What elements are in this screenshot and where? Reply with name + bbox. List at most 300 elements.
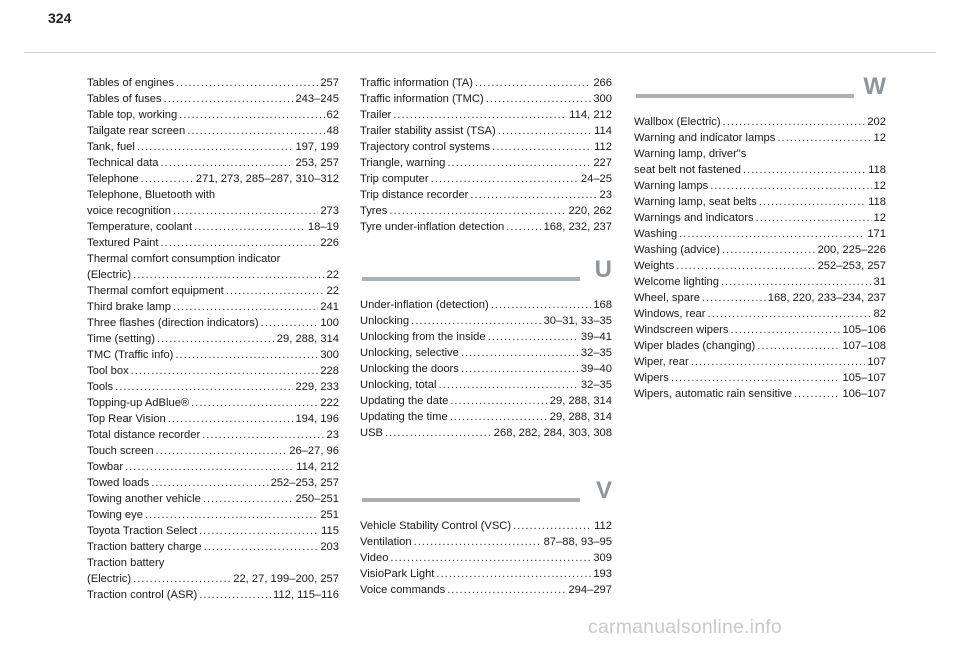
index-page-refs: 39–40	[580, 363, 612, 375]
index-page-refs: 22	[326, 269, 339, 281]
dot-leader	[204, 539, 319, 555]
dot-leader	[261, 315, 319, 331]
index-term: Warning and indicator lamps	[634, 132, 776, 144]
index-term: Trip computer	[360, 173, 429, 185]
dot-leader	[691, 354, 866, 370]
index-entry-row	[360, 203, 612, 219]
index-entry	[87, 235, 339, 251]
index-entry-row	[360, 91, 612, 107]
index-entry	[634, 258, 886, 274]
index-term: Updating the date	[360, 395, 449, 407]
index-entry	[87, 395, 339, 411]
index-page-refs: 29, 288, 314	[276, 333, 339, 345]
index-entry	[634, 338, 886, 354]
index-entry	[634, 242, 886, 258]
index-page-refs: 31	[873, 276, 886, 288]
index-entry	[360, 155, 612, 171]
index-page-refs: 203	[320, 541, 339, 553]
index-page-refs: 23	[326, 429, 339, 441]
index-page-refs: 105–106	[842, 324, 886, 336]
index-term: Wallbox (Electric)	[634, 116, 721, 128]
index-entry	[87, 219, 339, 235]
index-term: Top Rear Vision	[87, 413, 166, 425]
index-term: Tables of fuses	[87, 93, 162, 105]
index-entry-row	[87, 107, 339, 123]
dot-leader	[168, 411, 294, 427]
index-page-refs: 271, 273, 285–287, 310–312	[195, 173, 339, 185]
index-page-refs: 24–25	[580, 173, 612, 185]
index-entry	[360, 219, 612, 235]
dot-leader	[475, 75, 591, 91]
dot-leader	[187, 123, 324, 139]
index-term: Unlocking, selective	[360, 347, 459, 359]
index-entry-row	[87, 395, 339, 411]
index-page-refs: 241	[320, 301, 339, 313]
index-entry-row	[87, 523, 339, 539]
index-page-refs: 228	[320, 365, 339, 377]
dot-leader	[161, 155, 294, 171]
index-term: USB	[360, 427, 384, 439]
index-entry	[87, 187, 339, 219]
index-entry-row	[360, 518, 612, 534]
index-term: Tailgate rear screen	[87, 125, 186, 137]
index-term: Wiper, rear	[634, 356, 689, 368]
index-term: Voice commands	[360, 584, 446, 596]
index-entry	[634, 274, 886, 290]
dot-leader	[470, 187, 597, 203]
index-entry-row	[634, 130, 886, 146]
index-page-refs: 118	[868, 196, 886, 208]
index-entry	[360, 171, 612, 187]
index-page-refs: 251	[320, 509, 339, 521]
index-page-refs: 243–245	[295, 93, 339, 105]
index-term: Tyre under-inflation detection	[360, 221, 505, 233]
section-letter: U	[594, 256, 612, 283]
section-header-u	[360, 253, 612, 297]
index-page-refs: 168	[593, 299, 612, 311]
index-page-refs: 250–251	[295, 493, 339, 505]
dot-leader	[226, 283, 325, 299]
index-page-refs: 112, 115–116	[273, 589, 339, 601]
index-term: Warning lamps	[634, 180, 709, 192]
index-entry-row	[360, 187, 612, 203]
dot-leader	[157, 331, 275, 347]
index-term: Traction control (ASR)	[87, 589, 198, 601]
index-entry	[87, 283, 339, 299]
dot-leader	[777, 130, 871, 146]
index-page-refs: 197, 199	[295, 141, 339, 153]
dot-leader	[390, 550, 591, 566]
index-page-refs: 268, 282, 284, 303, 308	[493, 427, 612, 439]
index-term: Table top, working	[87, 109, 178, 121]
dot-leader	[679, 226, 865, 242]
index-entry	[87, 171, 339, 187]
index-page-refs: 26–27, 96	[289, 445, 339, 457]
index-term: Tool box	[87, 365, 129, 377]
index-entry	[634, 354, 886, 370]
index-entry-row	[87, 315, 339, 331]
index-entry-row	[87, 571, 339, 587]
index-entry	[87, 507, 339, 523]
index-entry-row	[634, 114, 886, 130]
index-entry-row	[360, 409, 612, 425]
index-entry	[360, 139, 612, 155]
index-term: Textured Paint	[87, 237, 159, 249]
index-entry	[360, 582, 612, 598]
index-entry-row	[87, 491, 339, 507]
index-page-refs: 107–108	[842, 340, 886, 352]
index-entry-row	[360, 219, 612, 235]
index-term: Ventilation	[360, 536, 412, 548]
dot-leader	[431, 171, 579, 187]
index-entry-row	[360, 582, 612, 598]
index-entry-row	[634, 290, 886, 306]
index-term: Warnings and indicators	[634, 212, 754, 224]
index-page-refs: 194, 196	[295, 413, 339, 425]
index-entry	[87, 379, 339, 395]
index-page-refs: 300	[593, 93, 612, 105]
index-entry-row	[634, 338, 886, 354]
dot-leader	[133, 267, 324, 283]
index-entry	[87, 139, 339, 155]
dot-leader	[164, 91, 294, 107]
index-entry	[634, 290, 886, 306]
index-page-refs: 253, 257	[295, 157, 339, 169]
index-entry	[360, 329, 612, 345]
index-entry-row	[87, 331, 339, 347]
index-term: Wipers	[634, 372, 669, 384]
dot-leader	[488, 329, 579, 345]
index-entry-row	[360, 75, 612, 91]
index-term: Tools	[87, 381, 114, 393]
index-entry-row	[87, 91, 339, 107]
dot-leader	[506, 219, 541, 235]
dot-leader	[414, 534, 542, 550]
index-entry-row	[360, 377, 612, 393]
dot-leader	[199, 523, 319, 539]
index-entry-row	[360, 329, 612, 345]
index-term: Unlocking the doors	[360, 363, 459, 375]
index-column-2	[360, 75, 612, 598]
dot-leader	[723, 114, 866, 130]
index-term: Towed loads	[87, 477, 150, 489]
index-term: Weights	[634, 260, 675, 272]
index-page-refs: 171	[867, 228, 886, 240]
index-term: Toyota Traction Select	[87, 525, 198, 537]
dot-leader	[731, 322, 841, 338]
index-term: Unlocking	[360, 315, 410, 327]
dot-leader	[756, 210, 872, 226]
index-page-refs: 82	[873, 308, 886, 320]
index-entry	[634, 146, 886, 178]
dot-leader	[461, 361, 579, 377]
index-entry-heading: Traction battery	[87, 557, 165, 569]
dot-leader	[708, 306, 872, 322]
index-entry-row	[360, 171, 612, 187]
dot-leader	[125, 459, 294, 475]
index-entry-row	[360, 297, 612, 313]
index-entry-row	[634, 386, 886, 402]
dot-leader	[179, 107, 324, 123]
index-page-refs: 200, 225–226	[817, 244, 886, 256]
dot-leader	[450, 409, 548, 425]
index-entry-row	[634, 258, 886, 274]
index-term: Video	[360, 552, 389, 564]
index-entry-row	[87, 219, 339, 235]
index-term: Windscreen wipers	[634, 324, 729, 336]
index-entry-row	[87, 411, 339, 427]
index-term: Trip distance recorder	[360, 189, 469, 201]
index-term: Trajectory control systems	[360, 141, 491, 153]
index-page-refs: 266	[593, 77, 612, 89]
index-entry-row	[87, 475, 339, 491]
index-entry	[634, 306, 886, 322]
index-term: Technical data	[87, 157, 159, 169]
index-entry	[360, 345, 612, 361]
index-term: Under-inflation (detection)	[360, 299, 489, 311]
index-term: Traction battery charge	[87, 541, 202, 553]
index-term: Welcome lighting	[634, 276, 719, 288]
index-term: Tables of engines	[87, 77, 175, 89]
index-entry	[634, 194, 886, 210]
index-page-refs: 106–107	[842, 388, 886, 400]
index-term: Towing eye	[87, 509, 143, 521]
index-term: Warning lamp, seat belts	[634, 196, 757, 208]
dot-leader	[759, 194, 866, 210]
index-entry	[360, 566, 612, 582]
index-entry-row	[634, 274, 886, 290]
index-page-refs: 62	[326, 109, 339, 121]
index-page-refs: 29, 288, 314	[549, 411, 612, 423]
index-entry	[87, 315, 339, 331]
index-entry-row	[87, 539, 339, 555]
index-term: Washing	[634, 228, 678, 240]
index-page-refs: 273	[320, 205, 339, 217]
index-entry-row	[634, 162, 886, 178]
index-term: Triangle, warning	[360, 157, 446, 169]
index-term: Tank, fuel	[87, 141, 135, 153]
index-page-refs: 39–41	[580, 331, 612, 343]
index-entry-row	[87, 459, 339, 475]
index-entry	[634, 386, 886, 402]
dot-leader	[194, 219, 306, 235]
page-number: 324	[48, 10, 72, 26]
dot-leader	[447, 582, 566, 598]
index-entry-row	[360, 393, 612, 409]
index-entry	[87, 107, 339, 123]
index-page-refs: 12	[873, 212, 886, 224]
index-entry-row	[87, 363, 339, 379]
dot-leader	[513, 518, 592, 534]
index-page-refs: 300	[320, 349, 339, 361]
index-entry-row	[360, 155, 612, 171]
index-entry	[87, 251, 339, 283]
section-letter: V	[595, 477, 612, 504]
index-column-3	[634, 75, 886, 402]
index-term: Traffic information (TMC)	[360, 93, 484, 105]
index-page-refs: 168, 220, 233–234, 237	[767, 292, 886, 304]
index-entry-row	[87, 75, 339, 91]
index-term: Thermal comfort equipment	[87, 285, 224, 297]
index-entry-row	[360, 550, 612, 566]
index-entry-row	[634, 226, 886, 242]
dot-leader	[411, 313, 541, 329]
dot-leader	[702, 290, 766, 306]
dot-leader	[203, 491, 294, 507]
index-column-1	[87, 75, 339, 603]
index-entry	[87, 331, 339, 347]
dot-leader	[161, 235, 319, 251]
index-entry-row	[634, 242, 886, 258]
index-page-refs: 114, 212	[296, 461, 339, 473]
dot-leader	[436, 566, 591, 582]
index-entry-row	[360, 566, 612, 582]
index-entry-row	[87, 283, 339, 299]
index-page-refs: 222	[320, 397, 339, 409]
index-term: Trailer stability assist (TSA)	[360, 125, 496, 137]
dot-leader	[191, 395, 318, 411]
index-entry	[87, 299, 339, 315]
index-entry-row	[360, 313, 612, 329]
index-term: Unlocking from the inside	[360, 331, 486, 343]
index-page-refs: 114	[594, 125, 612, 137]
index-entry-row	[87, 155, 339, 171]
dot-leader	[676, 258, 815, 274]
index-entry-row	[634, 354, 886, 370]
index-entry	[360, 393, 612, 409]
index-entry	[87, 475, 339, 491]
dot-leader	[145, 507, 318, 523]
dot-leader	[447, 155, 591, 171]
index-page-refs: 309	[593, 552, 612, 564]
index-term: Third brake lamp	[87, 301, 171, 313]
index-entry	[360, 203, 612, 219]
index-term: Windows, rear	[634, 308, 706, 320]
index-entry	[634, 210, 886, 226]
index-page-refs: 118	[868, 164, 886, 176]
index-term: Telephone	[87, 173, 139, 185]
index-term: (Electric)	[87, 269, 132, 281]
index-entry	[87, 491, 339, 507]
section-letter: W	[863, 73, 886, 100]
index-term: Topping-up AdBlue®	[87, 397, 190, 409]
index-entry-row	[360, 361, 612, 377]
index-entry-row	[360, 123, 612, 139]
index-entry-row	[87, 299, 339, 315]
index-page-refs: 193	[593, 568, 612, 580]
index-entry-heading: Warning lamp, driver"s	[634, 148, 747, 160]
index-page-refs: 252–253, 257	[817, 260, 886, 272]
index-page-refs: 12	[873, 180, 886, 192]
index-entry	[360, 361, 612, 377]
index-entry	[360, 550, 612, 566]
dot-leader	[710, 178, 871, 194]
index-page-refs: 22	[326, 285, 339, 297]
index-page-refs: 294–297	[568, 584, 612, 596]
index-entry-row	[87, 587, 339, 603]
index-page-refs: 12	[873, 132, 886, 144]
section-divider	[362, 498, 580, 502]
index-entry-row	[87, 427, 339, 443]
dot-leader	[156, 443, 288, 459]
index-entry	[87, 539, 339, 555]
dot-leader	[199, 587, 271, 603]
dot-leader	[393, 107, 567, 123]
index-entry-row	[634, 210, 886, 226]
index-term: Tyres	[360, 205, 388, 217]
index-page-refs: 87–88, 93–95	[543, 536, 612, 548]
dot-leader	[743, 162, 866, 178]
index-term: voice recognition	[87, 205, 171, 217]
dot-leader	[173, 203, 318, 219]
index-entry	[360, 534, 612, 550]
index-entry-row	[634, 306, 886, 322]
index-term: Total distance recorder	[87, 429, 201, 441]
index-entry	[360, 297, 612, 313]
dot-leader	[492, 139, 592, 155]
index-entry	[360, 187, 612, 203]
index-entry-heading: Telephone, Bluetooth with	[87, 189, 216, 201]
header-divider	[24, 52, 936, 53]
index-entry	[360, 409, 612, 425]
index-page-refs: 252–253, 257	[270, 477, 339, 489]
index-entry	[634, 130, 886, 146]
index-page-refs: 226	[320, 237, 339, 249]
dot-leader	[173, 299, 318, 315]
dot-leader	[176, 75, 318, 91]
index-term: VisioPark Light	[360, 568, 435, 580]
index-term: Washing (advice)	[634, 244, 721, 256]
index-entry	[87, 411, 339, 427]
section-header-w	[634, 70, 886, 114]
index-entry	[87, 123, 339, 139]
dot-leader	[141, 171, 194, 187]
index-term: Three flashes (direction indicators)	[87, 317, 259, 329]
index-entry	[634, 322, 886, 338]
index-entry-row	[360, 107, 612, 123]
section-divider	[636, 94, 854, 98]
index-entry-row	[87, 203, 339, 219]
index-page-refs: 29, 288, 314	[549, 395, 612, 407]
index-term: Wipers, automatic rain sensitive	[634, 388, 792, 400]
index-entry	[634, 370, 886, 386]
index-page-refs: 100	[320, 317, 339, 329]
index-page-refs: 168, 232, 237	[543, 221, 612, 233]
index-entry-row	[87, 443, 339, 459]
index-entry-row	[87, 347, 339, 363]
index-entry-heading: Thermal comfort consumption indicator	[87, 253, 281, 265]
index-term: Traffic information (TA)	[360, 77, 473, 89]
dot-leader	[137, 139, 294, 155]
dot-leader	[722, 242, 816, 258]
dot-leader	[385, 425, 492, 441]
index-entry-row	[360, 139, 612, 155]
index-entry	[87, 459, 339, 475]
index-page-refs: 48	[326, 125, 339, 137]
index-term: Towbar	[87, 461, 124, 473]
index-entry	[360, 377, 612, 393]
index-entry	[360, 91, 612, 107]
section-divider	[362, 277, 580, 281]
index-entry-row	[360, 425, 612, 441]
index-page-refs: 220, 262	[568, 205, 612, 217]
dot-leader	[498, 123, 592, 139]
index-entry-row	[634, 370, 886, 386]
index-page-refs: 32–35	[580, 379, 612, 391]
index-page-refs: 115	[321, 525, 339, 537]
index-page-refs: 112	[594, 520, 612, 532]
index-entry	[87, 443, 339, 459]
